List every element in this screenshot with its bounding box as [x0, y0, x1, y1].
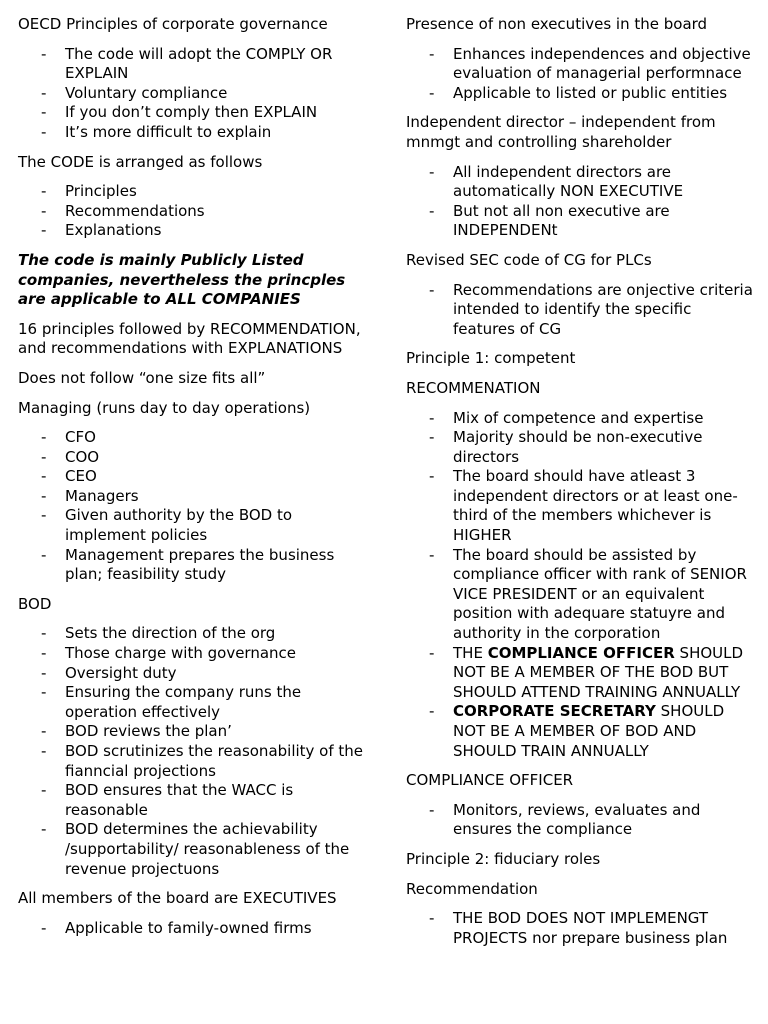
list-item: - Recommendations are onjective criteria intended to identify the specific features of CG	[429, 280, 753, 338]
bullet-dash: -	[41, 221, 47, 240]
bullet-dash: -	[429, 408, 435, 427]
bullet-dash: -	[41, 447, 47, 466]
principle1-heading: Principle 1: competent	[406, 349, 576, 368]
compliance-officer-bold: COMPLIANCE OFFICER	[487, 643, 675, 662]
list-item: - BOD scrutinizes the reasonability of the fianncial projections	[41, 742, 364, 780]
code-list	[18, 182, 370, 241]
list-item: - Those charge with governance	[41, 644, 297, 663]
left-column	[18, 15, 370, 948]
list-item: - It’s more difficult to explain	[41, 122, 272, 141]
list-item: - THE BOD DOES NOT IMPLEMENGT PROJECTS nor prepare business plan	[429, 909, 728, 947]
bullet-dash: -	[41, 781, 47, 800]
bullet-dash: -	[429, 280, 435, 299]
bullet-dash: -	[41, 644, 47, 663]
compliance-officer-heading: COMPLIANCE OFFICER	[406, 771, 574, 790]
list-item: - Sets the direction of the org	[41, 624, 276, 643]
list-item: - BOD ensures that the WACC is reasonable	[41, 781, 294, 819]
bullet-dash: -	[429, 44, 435, 63]
list-item: - Given authority by the BOD to implement policies	[41, 506, 293, 545]
managing-list	[18, 428, 370, 585]
emphasis-paragraph: The code is mainly Publicly Listed companies, nevertheless the princples are applicable to ALL COMPANIES	[18, 250, 346, 309]
code-heading: The CODE is arranged as follows	[18, 152, 263, 171]
recommendation2-list	[406, 909, 754, 948]
independent-heading: Independent director – independent from mnmgt and controlling shareholder	[406, 113, 716, 151]
bullet-dash: -	[41, 467, 47, 486]
bullet-dash: -	[41, 486, 47, 505]
list-item: - Monitors, reviews, evaluates and ensures the compliance	[429, 800, 701, 839]
sixteen-principles-paragraph: 16 principles followed by RECOMMENDATION, and recommendations with EXPLANATIONS	[18, 319, 361, 358]
bullet-dash: -	[41, 83, 47, 102]
right-column	[406, 15, 754, 958]
bullet-dash: -	[41, 722, 47, 741]
bullet-dash: -	[429, 800, 435, 819]
list-item: - COO	[41, 447, 100, 466]
bullet-dash: -	[41, 663, 47, 682]
list-item: - Applicable to family-owned firms	[41, 918, 312, 937]
list-item: - But not all non executive are INDEPENDENt	[429, 201, 670, 240]
all-members-list	[18, 919, 370, 939]
list-item: - CFO	[41, 428, 96, 447]
bullet-dash: -	[41, 103, 47, 122]
list-item: - Managers	[41, 486, 139, 505]
bullet-dash: -	[41, 918, 47, 937]
list-item: - Ensuring the company runs the operation effectively	[41, 683, 302, 721]
list-item: - The code will adopt the COMPLY OR EXPLAIN	[41, 44, 333, 83]
bullet-dash: -	[429, 467, 435, 486]
list-item: - Majority should be non-executive directors	[429, 428, 703, 466]
list-item: - Mix of competence and expertise	[429, 408, 704, 427]
list-item: - Oversight duty	[41, 663, 177, 682]
bullet-dash: -	[41, 428, 47, 447]
one-size-paragraph: Does not follow “one size fits all”	[18, 368, 266, 387]
bullet-dash: -	[41, 624, 47, 643]
list-item: - Explanations	[41, 221, 162, 240]
list-item: - BOD determines the achievability /supportability/ reasonableness of the revenue projectuons	[41, 820, 350, 878]
bullet-dash: -	[41, 506, 47, 525]
bullet-dash: -	[41, 742, 47, 760]
recommendation-list	[406, 409, 754, 762]
list-item: - CORPORATE SECRETARY SHOULD NOT BE A MEMBER OF BOD AND SHOULD TRAIN ANNUALLY	[429, 702, 725, 760]
managing-heading: Managing (runs day to day operations)	[18, 398, 311, 417]
oecd-heading: OECD Principles of corporate governance	[18, 15, 328, 33]
bullet-dash: -	[429, 643, 435, 662]
list-item: - Management prepares the business plan; feasibility study	[41, 545, 335, 584]
list-item: - Voluntary compliance	[41, 83, 228, 102]
list-item: - Applicable to listed or public entities	[429, 83, 728, 102]
bullet-dash: -	[41, 820, 47, 839]
list-item: - Principles	[41, 182, 137, 201]
bod-heading: BOD	[18, 594, 52, 613]
list-item: - CEO	[41, 467, 97, 486]
corporate-secretary-bold: CORPORATE SECRETARY	[453, 702, 656, 721]
bullet-dash: -	[429, 162, 435, 181]
list-item: - All independent directors are automatically NON EXECUTIVE	[429, 162, 684, 201]
recommendation2-heading: Recommendation	[406, 879, 538, 898]
principle2-heading: Principle 2: fiduciary roles	[406, 849, 601, 868]
bullet-dash: -	[41, 683, 47, 702]
non-exec-heading: Presence of non executives in the board	[406, 15, 708, 33]
oecd-list	[18, 45, 370, 143]
all-members-heading: All members of the board are EXECUTIVES	[18, 889, 337, 908]
list-item: - The board should have atleast 3 independent directors or at least one-third of the members whichever is HIGHER	[429, 467, 738, 545]
list-item: - If you don’t comply then EXPLAIN	[41, 103, 318, 122]
bullet-dash: -	[41, 182, 47, 201]
bullet-dash: -	[429, 545, 435, 564]
bullet-dash: -	[429, 201, 435, 220]
revised-heading: Revised SEC code of CG for PLCs	[406, 250, 652, 269]
recommenation-heading: RECOMMENATION	[406, 378, 541, 397]
bullet-dash: -	[429, 428, 435, 447]
independent-list	[406, 163, 754, 241]
revised-list	[406, 281, 754, 340]
bullet-dash: -	[41, 545, 47, 564]
list-item: - BOD reviews the plan’	[41, 722, 232, 741]
bod-list	[18, 624, 370, 879]
list-item: - The board should be assisted by compliance officer with rank of SENIOR VICE PRESIDENT or an equivalent position with adequare statuyre and authority in the corporation	[429, 545, 747, 643]
bullet-dash: -	[429, 909, 435, 928]
list-item: - Enhances independences and objective evaluation of managerial performnace	[429, 44, 751, 83]
list-item: - Recommendations	[41, 201, 205, 220]
bullet-dash: -	[41, 122, 47, 141]
list-item: - THE COMPLIANCE OFFICER SHOULD NOT BE A MEMBER OF THE BOD BUT SHOULD ATTEND TRAINING ANNUALLY	[429, 643, 744, 701]
compliance-list	[406, 801, 754, 840]
bullet-dash: -	[41, 44, 47, 63]
bullet-dash: -	[429, 702, 435, 721]
bullet-dash: -	[41, 201, 47, 220]
bullet-dash: -	[429, 83, 435, 102]
non-exec-list	[406, 45, 754, 104]
